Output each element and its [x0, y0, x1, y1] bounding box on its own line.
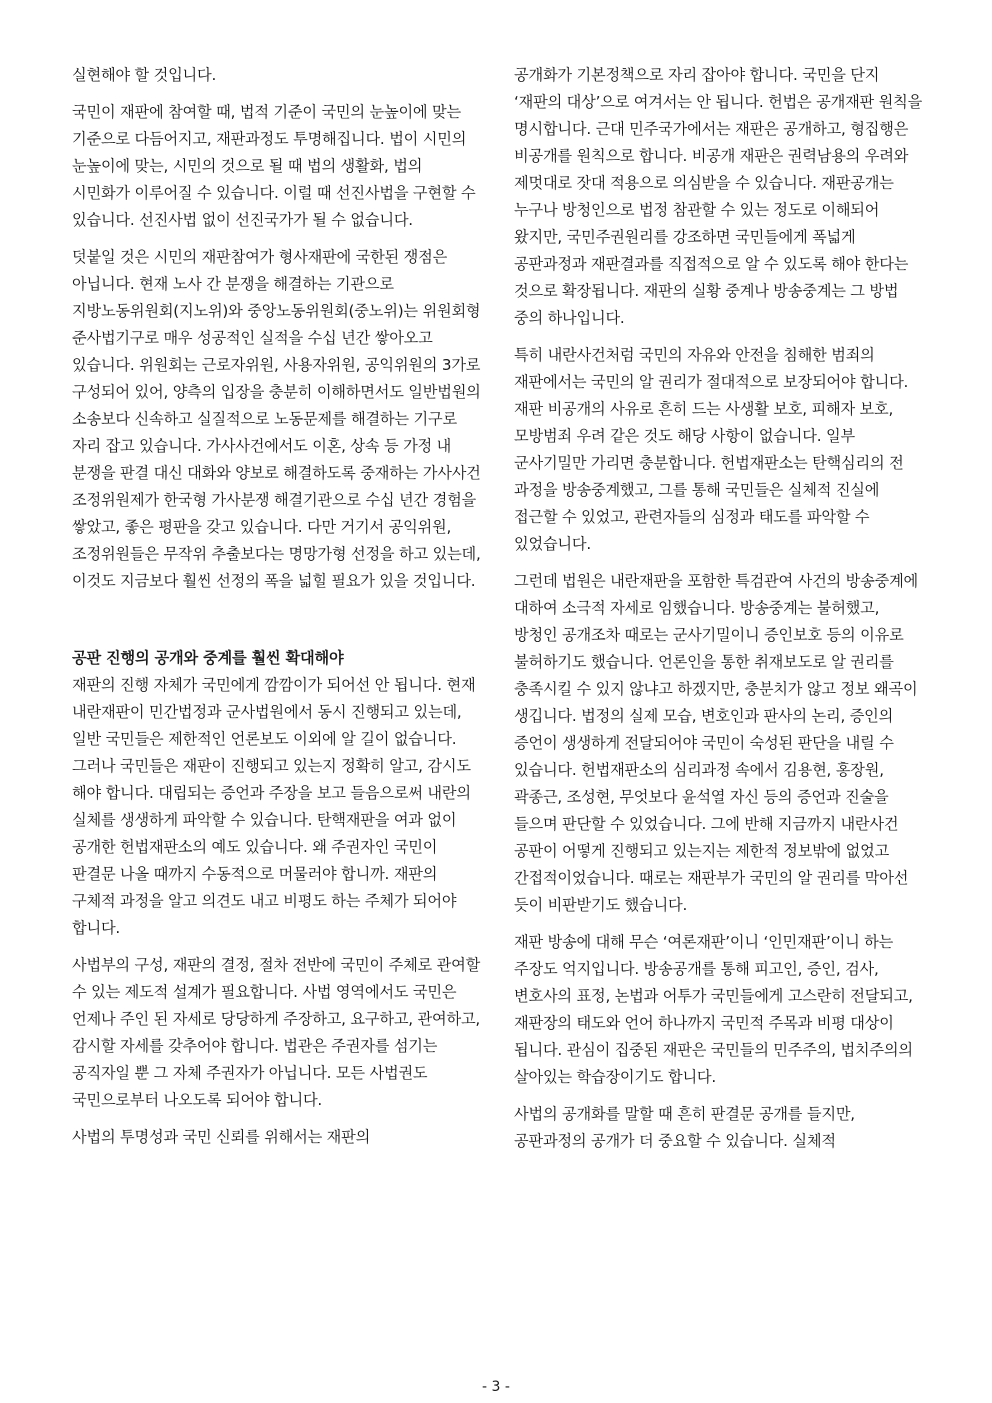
section-heading: 공판 진행의 공개와 중계를 훨씬 확대해야 [72, 649, 344, 667]
right-paragraph-1: 공개화가 기본정책으로 자리 잡아야 합니다. 국민을 단지 ‘재판의 대상’으로 여겨서는 안 됩니다. 헌법은 공개재판 원칙을 명시합니다. 근대 민주국가에서는 재판은 공개하고, 형집행은 비공개를 원칙으로 합니다. 비공개 재판은 권력남용의 우려와 제멋대로 잣대 적용으로 의심받을 수 있습니다. 재판공개는 누구나 방청인으로 법정 참관할 수 있는 정도로 이해되어 왔지만, 국민주권원리를 강조하면 국민들에게 폭넓게 공판과정과 재판결과를 직접적으로 알 수 있도록 해야 한다는 것으로 확장됩니다. 재판의 실황 중계나 방송중계는 그 방법 중의 하나입니다. [514, 66, 923, 327]
right-paragraph-4: 재판 방송에 대해 무슨 ‘여론재판’이니 ‘인민재판’이니 하는 주장도 억지입니다. 방송공개를 통해 피고인, 증인, 검사, 변호사의 표정, 논법과 어투가 국민들에게 고스란히 전달되고, 재판장의 태도와 언어 하나까지 국민적 주목과 비평 대상이 됩니다. 관심이 집중된 재판은 국민들의 민주주의, 법치주의의 살아있는 학습장이기도 합니다. [514, 933, 913, 1086]
left-paragraph-5: 사법부의 구성, 재판의 결정, 절차 전반에 국민이 주체로 관여할 수 있는 제도적 설계가 필요합니다. 사법 영역에서도 국민은 언제나 주인 된 자세로 당당하게 주장하고, 요구하고, 관여하고, 감시할 자세를 갖추어야 합니다. 법관은 주권자를 섬기는 공직자일 뿐 그 자체 주권자가 아닙니다. 모든 사법권도 국민으로부터 나오도록 되어야 합니다. [72, 956, 481, 1109]
left-paragraph-1: 실현해야 할 것입니다. [72, 66, 217, 84]
right-paragraph-2: 특히 내란사건처럼 국민의 자유와 안전을 침해한 범죄의 재판에서는 국민의 알 권리가 절대적으로 보장되어야 합니다. 재판 비공개의 사유로 흔히 드는 사생활 보호, 피해자 보호, 모방범죄 우려 같은 것도 해당 사항이 없습니다. 일부 군사기밀만 가리면 충분합니다. 헌법재판소는 탄핵심리의 전 과정을 방송중계했고, 그를 통해 국민들은 실체적 진실에 접근할 수 있었고, 관련자들의 심정과 태도를 파악할 수 있었습니다. [514, 346, 909, 553]
left-paragraph-4: 재판의 진행 자체가 국민에게 깜깜이가 되어선 안 됩니다. 현재 내란재판이 민간법정과 군사법원에서 동시 진행되고 있는데, 일반 국민들은 제한적인 언론보도 이외에 알 길이 없습니다. 그러나 국민들은 재판이 진행되고 있는지 정확히 알고, 감시도 해야 합니다. 대립되는 증언과 주장을 보고 들음으로써 내란의 실체를 생생하게 파악할 수 있습니다. 탄핵재판을 여과 없이 공개한 헌법재판소의 예도 있습니다. 왜 주권자인 국민이 판결문 나올 때까지 수동적으로 머물러야 합니까. 재판의 구체적 과정을 알고 의견도 내고 비평도 하는 주체가 되어야 합니다. [72, 676, 476, 937]
left-paragraph-2: 국민이 재판에 참여할 때, 법적 기준이 국민의 눈높이에 맞는 기준으로 다듬어지고, 재판과정도 투명해집니다. 법이 시민의 눈높이에 맞는, 시민의 것으로 될 때 법의 생활화, 법의 시민화가 이루어질 수 있습니다. 이럴 때 선진사법을 구현할 수 있습니다. 선진사법 없이 선진국가가 될 수 없습니다. [72, 103, 476, 229]
left-paragraph-3: 덧붙일 것은 시민의 재판참여가 형사재판에 국한된 쟁점은 아닙니다. 현재 노사 간 분쟁을 해결하는 기관으로 지방노동위원회(지노위)와 중앙노동위원회(중노위)는 위원회형 준사법기구로 매우 성공적인 실적을 수십 년간 쌓아오고 있습니다. 위원회는 근로자위원, 사용자위원, 공익위원의 3가로 구성되어 있어, 양측의 입장을 충분히 이해하면서도 일반법원의 소송보다 신속하고 실질적으로 노동문제를 해결하는 기구로 자리 잡고 있습니다. 가사사건에서도 이혼, 상속 등 가정 내 분쟁을 판결 대신 대화와 양보로 해결하도록 중재하는 가사사건 조정위원제가 한국형 가사분쟁 해결기관으로 수십 년간 경험을 쌓았고, 좋은 평판을 갖고 있습니다. 다만 거기서 공익위원, 조정위원들은 무작위 추출보다는 명망가형 선정을 하고 있는데, 이것도 지금보다 훨씬 선정의 폭을 넓힐 필요가 있을 것입니다. [72, 248, 481, 590]
right-paragraph-5: 사법의 공개화를 말할 때 흔히 판결문 공개를 들지만, 공판과정의 공개가 더 중요할 수 있습니다. 실체적 [514, 1105, 855, 1150]
right-column [514, 62, 926, 1165]
page-number: - 3 - [482, 1379, 510, 1395]
right-paragraph-3: 그런데 법원은 내란재판을 포함한 특검관여 사건의 방송중계에 대하여 소극적 자세로 임했습니다. 방송중계는 불허했고, 방청인 공개조차 때로는 군사기밀이니 증인보호 등의 이유로 불허하기도 했습니다. 언론인을 통한 취재보도로 알 권리를 충족시킬 수 있지 않냐고 하겠지만, 충분치가 않고 정보 왜곡이 생깁니다. 법정의 실제 모습, 변호인과 판사의 논리, 증인의 증언이 생생하게 전달되어야 국민이 숙성된 판단을 내릴 수 있습니다. 헌법재판소의 심리과정 속에서 김용현, 홍장원, 곽종근, 조성현, 무엇보다 윤석열 자신 등의 증언과 진술을 들으며 판단할 수 있었습니다. 그에 반해 지금까지 내란사건 공판이 어떻게 진행되고 있는지는 제한적 정보밖에 없었고 간접적이었습니다. 때로는 재판부가 국민의 알 권리를 막아선 듯이 비판받기도 했습니다. [514, 572, 919, 914]
left-paragraph-6: 사법의 투명성과 국민 신뢰를 위해서는 재판의 [72, 1128, 371, 1146]
left-column [72, 62, 482, 1161]
